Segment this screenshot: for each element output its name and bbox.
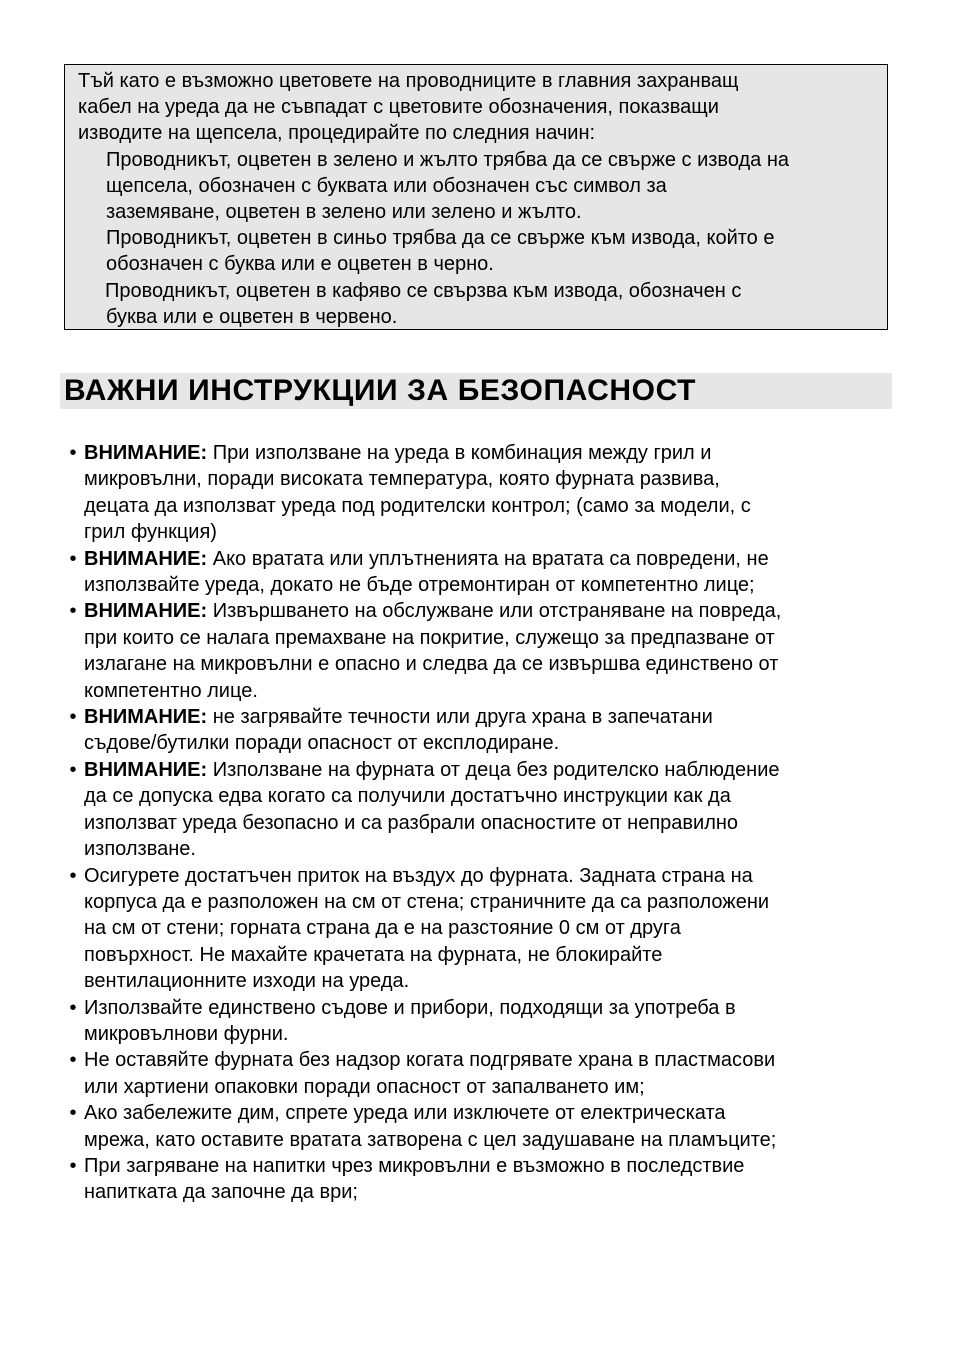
instruction-line [84, 519, 894, 545]
instruction-line [84, 889, 894, 915]
instruction-text: Ако вратата или уплътненията на вратата са повредени, не [207, 547, 769, 570]
notice-line: щепсела, обозначен с буквата или обозначен със символ за [106, 174, 667, 197]
instruction-text: микровълнови фурни. [84, 1022, 289, 1045]
notice-line: заземяване, оцветен в зелено или зелено и жълто. [106, 201, 582, 224]
notice-line: Проводникът, оцветен в кафяво се свързва към извода, обозначен с [105, 279, 742, 302]
instruction-item [64, 1100, 894, 1153]
instruction-text: компетентно лице. [84, 679, 258, 702]
instruction-line [84, 651, 894, 677]
instruction-text: грил функция) [84, 521, 217, 544]
instruction-line [84, 1153, 894, 1179]
bullet-icon: • [69, 996, 77, 1019]
instruction-line [84, 1021, 894, 1047]
instruction-line [84, 625, 894, 651]
instruction-text: излагане на микровълни е опасно и следва да се извършва единствено от [84, 653, 779, 676]
bullet-icon: • [69, 600, 77, 623]
instruction-line [84, 572, 894, 598]
instruction-line [84, 1179, 894, 1205]
instruction-text: При използване на уреда в комбинация между грил и [207, 442, 712, 464]
notice-line: изводите на щепсела, процедирайте по следния начин: [78, 122, 596, 145]
instruction-line [84, 466, 894, 492]
instruction-text: или хартиени опаковки поради опасност от запалването им; [84, 1075, 645, 1098]
instruction-text: използване. [84, 838, 196, 861]
instruction-text: използвайте уреда, докато не бъде отремонтиран от компетентно лице; [84, 574, 755, 597]
instruction-line [84, 942, 894, 968]
instruction-text: децата да използват уреда под родителски контрол; (само за модели, с [84, 494, 751, 517]
instruction-text: корпуса да е разположен на см от стена; страничните да са разположени [84, 890, 770, 913]
instruction-line [84, 440, 894, 466]
instruction-line [84, 598, 894, 624]
instruction-line [84, 836, 894, 862]
instruction-item [64, 598, 894, 704]
instruction-line [84, 1074, 894, 1100]
notice-line: Тъй като е възможно цветовете на проводниците в главния захранващ [78, 70, 739, 92]
instruction-item [64, 440, 894, 546]
instruction-line [84, 783, 894, 809]
warning-label: ВНИМАНИЕ: [84, 758, 208, 781]
instruction-line [84, 1127, 894, 1153]
instruction-item [64, 546, 894, 599]
instruction-line [84, 493, 894, 519]
instruction-line [84, 968, 894, 994]
instruction-line [84, 915, 894, 941]
instruction-text: Извършването на обслужване или отстраняване на повреда, [207, 600, 782, 623]
instruction-text: съдове/бутилки поради опасност от експлодиране. [84, 732, 560, 755]
instruction-text: използват уреда безопасно и са разбрали опасностите от неправилно [84, 811, 739, 834]
instruction-item [64, 995, 894, 1048]
warning-label: ВНИМАНИЕ: [84, 547, 208, 570]
instruction-line [84, 678, 894, 704]
bullet-icon: • [69, 1102, 77, 1125]
instruction-text: повърхност. Не махайте крачетата на фурната, не блокирайте [84, 943, 663, 966]
instruction-line [84, 1047, 894, 1073]
instruction-text: При загряване на напитки чрез микровълни е възможно в последствие [84, 1154, 745, 1177]
instruction-line [84, 863, 894, 889]
notice-line: кабел на уреда да не съвпадат с цветовите обозначения, показващи [78, 96, 719, 119]
instruction-text: напитката да започне да ври; [84, 1181, 358, 1204]
instruction-line [84, 546, 894, 572]
instruction-text: Осигурете достатъчен приток на въздух до фурната. Задната страна на [84, 864, 753, 887]
instruction-line [84, 730, 894, 756]
bullet-icon: • [69, 1049, 77, 1072]
notice-line: обозначен с буква или е оцветен в черно. [106, 253, 494, 276]
instruction-text: Използване на фурната от деца без родителско наблюдение [207, 758, 780, 781]
wiring-notice-box [64, 64, 888, 330]
bullet-icon: • [69, 547, 77, 570]
instruction-text: при които се налага премахване на покритие, служещо за предпазване от [84, 626, 775, 649]
instruction-item [64, 863, 894, 995]
notice-line: Проводникът, оцветен в зелено и жълто трябва да се свърже с извода на [106, 148, 790, 171]
instruction-text: не загрявайте течности или друга храна в запечатани [207, 706, 713, 729]
bullet-icon: • [69, 706, 77, 729]
instruction-item [64, 704, 894, 757]
instruction-text: микровълни, поради високата температура, която фурната развива, [84, 468, 720, 491]
instruction-item [64, 1153, 894, 1206]
instruction-line [84, 1100, 894, 1126]
warning-label: ВНИМАНИЕ: [84, 442, 208, 464]
bullet-icon: • [69, 1154, 77, 1177]
instruction-text: мрежа, като оставите вратата затворена с цел задушаване на пламъците; [84, 1128, 777, 1151]
warning-label: ВНИМАНИЕ: [84, 600, 208, 623]
bullet-icon: • [69, 758, 77, 781]
instruction-text: Използвайте единствено съдове и прибори, подходящи за употреба в [84, 996, 736, 1019]
section-heading: ВАЖНИ ИНСТРУКЦИИ ЗА БЕЗОПАСНОСТ [60, 373, 892, 409]
instruction-item [64, 1047, 894, 1100]
instruction-line [84, 704, 894, 730]
instruction-text: вентилационните изходи на уреда. [84, 970, 410, 993]
instruction-line [84, 757, 894, 783]
instruction-text: на см от стени; горната страна да е на разстояние 0 см от друга [84, 917, 681, 940]
instruction-text: Не оставяйте фурната без надзор когата подгрявате храна в пластмасови [84, 1049, 776, 1072]
bullet-icon: • [69, 864, 77, 887]
notice-line: буква или е оцветен в червено. [106, 305, 398, 328]
notice-line: Проводникът, оцветен в синьо трябва да се свърже към извода, който е [106, 227, 775, 250]
warning-label: ВНИМАНИЕ: [84, 706, 208, 729]
instruction-item [64, 757, 894, 863]
instruction-text: да се допуска едва когато са получили достатъчно инструкции как да [84, 785, 731, 808]
bullet-icon: • [69, 442, 77, 464]
instruction-line [84, 810, 894, 836]
instruction-line [84, 995, 894, 1021]
instruction-text: Ако забележите дим, спрете уреда или изключете от електрическата [84, 1102, 726, 1125]
safety-instructions-list [64, 440, 894, 1206]
